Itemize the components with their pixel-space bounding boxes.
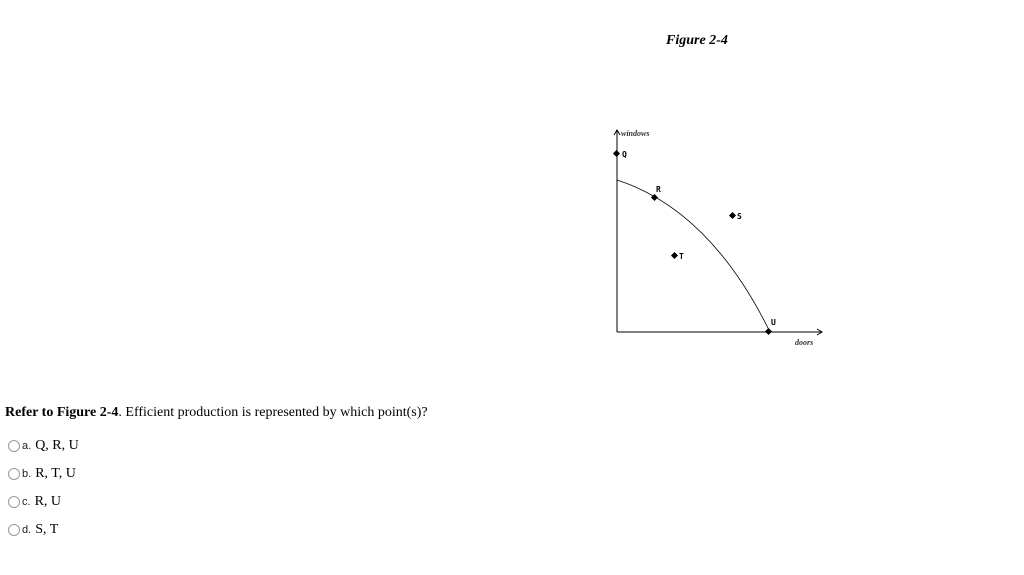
- point-u-marker: [765, 328, 772, 335]
- option-c-text: R, U: [34, 494, 62, 509]
- ppf-figure: [600, 120, 840, 360]
- y-axis-label: windows: [621, 129, 650, 138]
- option-a-letter: a.: [22, 440, 32, 452]
- option-b-radio[interactable]: [8, 468, 20, 480]
- option-d-text: S, T: [35, 522, 59, 537]
- figure-title: Figure 2-4: [666, 33, 728, 48]
- option-b[interactable]: [8, 460, 79, 488]
- point-s-label: S: [737, 212, 742, 221]
- option-a-radio[interactable]: [8, 440, 20, 452]
- option-c[interactable]: [8, 488, 79, 516]
- point-q-label: Q: [622, 150, 627, 159]
- point-t-marker: [671, 252, 678, 259]
- question-body: . Efficient production is represented by which point(s)?: [118, 405, 428, 420]
- point-q-marker: [613, 150, 620, 157]
- option-d-letter: d.: [22, 524, 32, 536]
- point-u-label: U: [771, 318, 776, 327]
- ppf-curve: [617, 180, 770, 332]
- answer-options: [8, 432, 79, 544]
- option-a[interactable]: [8, 432, 79, 460]
- option-b-text: R, T, U: [35, 466, 76, 481]
- option-d[interactable]: [8, 516, 79, 544]
- point-s-marker: [729, 212, 736, 219]
- point-r-label: R: [656, 185, 661, 194]
- option-d-radio[interactable]: [8, 524, 20, 536]
- x-axis-label: doors: [795, 338, 814, 347]
- option-a-text: Q, R, U: [35, 438, 79, 453]
- option-c-radio[interactable]: [8, 496, 20, 508]
- question-text: [5, 405, 428, 421]
- point-t-label: T: [679, 252, 684, 261]
- option-c-letter: c.: [22, 496, 31, 508]
- question-figure-ref: Refer to Figure 2-4: [5, 405, 119, 420]
- option-b-letter: b.: [22, 468, 32, 480]
